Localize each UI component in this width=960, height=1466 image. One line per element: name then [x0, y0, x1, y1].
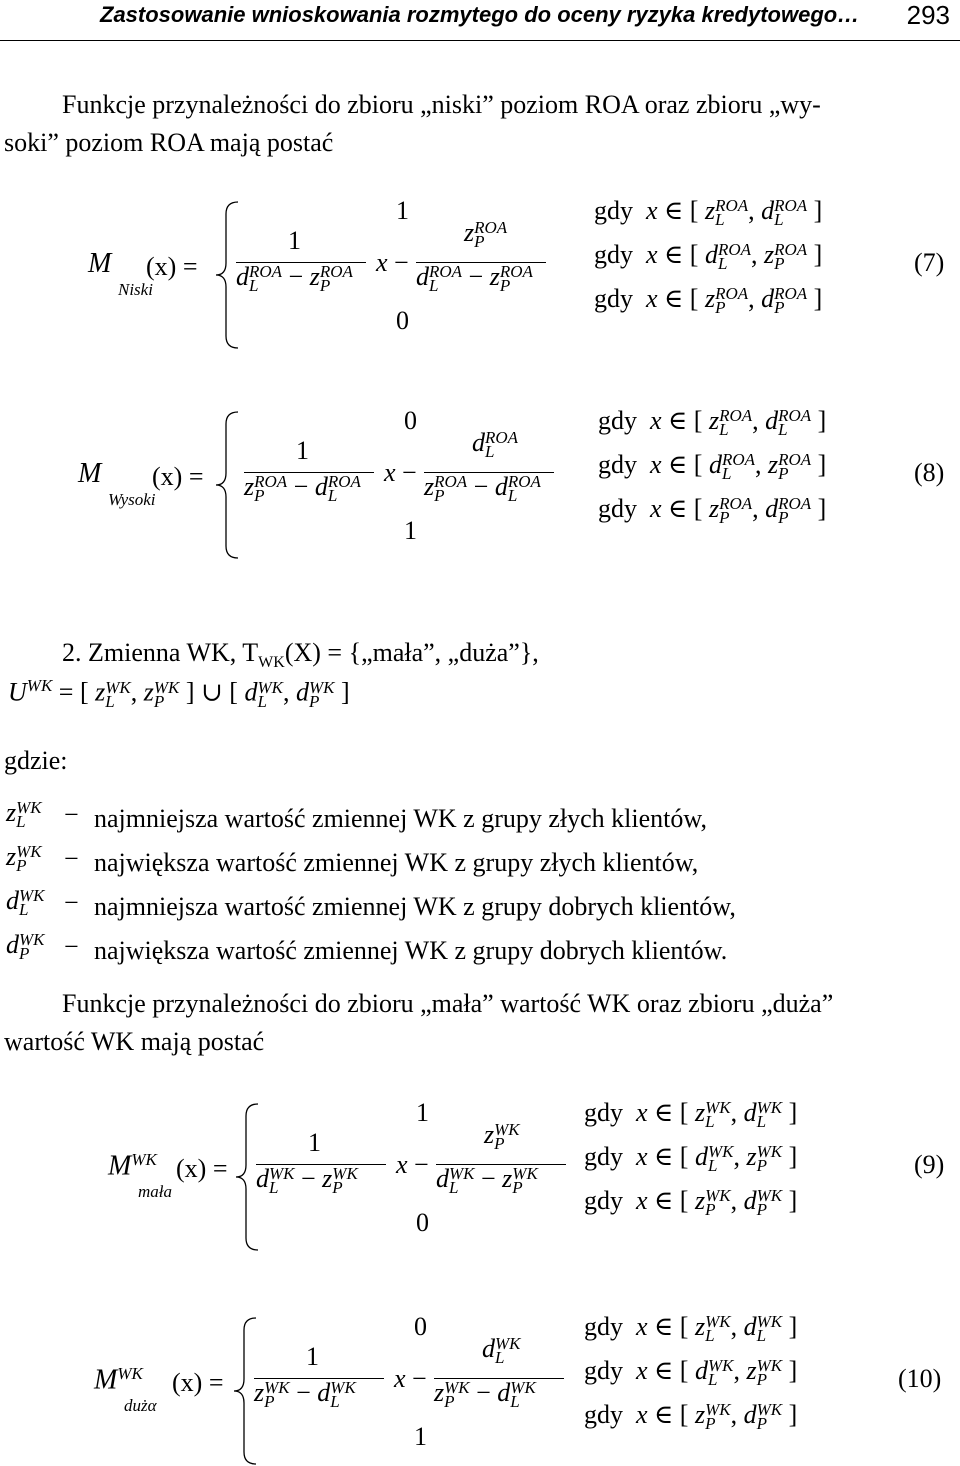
fraction2-numerator: z ROA P — [464, 218, 508, 252]
equation-number: (8) — [914, 458, 945, 487]
condition-row-2: gdy x ∈ [ d ROA L , z ROA P ] — [598, 450, 827, 484]
case1-value: 0 — [414, 1312, 427, 1341]
case3-value: 0 — [396, 306, 409, 335]
fraction2-numerator: d WK L — [482, 1334, 521, 1368]
equation-lhs-subscript: dużα — [124, 1396, 157, 1415]
case3-value: 1 — [404, 516, 417, 545]
equation-lhs-argument: (x) = — [172, 1368, 224, 1397]
case1-value: 0 — [404, 406, 417, 435]
equation-lhs-subscript: Niski — [118, 280, 153, 299]
condition-row-2: gdy x ∈ [ d ROA L , z ROA P ] — [594, 240, 823, 274]
fraction-x-minus: x − — [376, 248, 409, 277]
case1-value: 1 — [416, 1098, 429, 1127]
fraction1-denominator: d WK L − z WK P — [256, 1164, 358, 1198]
fraction2-denominator: d ROA L − z ROA P — [416, 262, 533, 296]
definition-text: największa wartość zmiennej WK z grupy złych klientów, — [94, 848, 699, 877]
condition-row-3: gdy x ∈ [ z ROA P , d ROA P ] — [594, 284, 823, 318]
section2-heading — [62, 634, 539, 682]
definition-item-3 — [94, 888, 736, 926]
fraction1-numerator: 1 — [288, 226, 301, 255]
equation-lhs-subscript: mała — [138, 1182, 172, 1201]
condition-row-3: gdy x ∈ [ z WK P , d WK P ] — [584, 1400, 798, 1434]
fraction-x-minus: x − — [394, 1364, 427, 1393]
definition-text: najmniejsza wartość zmiennej WK z grupy złych klientów, — [94, 804, 707, 833]
section2-heading-rest: (X) = {„mała”, „duża”}, — [284, 638, 539, 667]
intro-roa-line1: Funkcje przynależności do zbioru „niski” poziom ROA oraz zbioru „wy- — [62, 90, 821, 119]
condition-row-1: gdy x ∈ [ z WK L , d WK L ] — [584, 1098, 798, 1132]
intro-wk-line1: Funkcje przynależności do zbioru „mała” wartość WK oraz zbioru „duża” — [62, 989, 834, 1018]
fraction2-numerator: d ROA L — [472, 428, 519, 462]
condition-row-1: gdy x ∈ [ z WK L , d WK L ] — [584, 1312, 798, 1346]
fraction2-denominator: z ROA P − d ROA L — [424, 472, 541, 506]
equation-number: (10) — [898, 1364, 942, 1393]
definition-item-4 — [94, 932, 727, 970]
equation-brace — [212, 410, 242, 560]
case3-value: 0 — [416, 1208, 429, 1237]
fraction2-denominator: d WK L − z WK P — [436, 1164, 538, 1198]
equation-lhs-symbol: M — [78, 458, 102, 489]
fraction-x-minus: x − — [384, 458, 417, 487]
fraction1-numerator: 1 — [296, 436, 309, 465]
condition-row-2: gdy x ∈ [ d WK L , z WK P ] — [584, 1356, 798, 1390]
fraction-x-minus: x − — [396, 1150, 429, 1179]
equation-lhs-argument: (x) = — [146, 252, 198, 281]
fraction2-numerator: z WK P — [484, 1120, 520, 1154]
condition-row-2: gdy x ∈ [ d WK L , z WK P ] — [584, 1142, 798, 1176]
condition-row-1: gdy x ∈ [ z ROA L , d ROA L ] — [598, 406, 827, 440]
intro-roa-line2: soki” poziom ROA mają postać — [4, 128, 334, 157]
equation-lhs-argument: (x) = — [152, 462, 204, 491]
equation-lhs-symbol: M — [88, 248, 112, 279]
section2-heading-sub: WK — [258, 654, 285, 672]
page-number: 293 — [906, 0, 950, 30]
definition-text: najmniejsza wartość zmiennej WK z grupy dobrych klientów, — [94, 892, 736, 921]
equation-lhs-symbol: $M^{WK}$ — [94, 1364, 143, 1396]
fraction1-numerator: 1 — [308, 1128, 321, 1157]
definition-dash-1: − — [64, 800, 79, 829]
universe-formula: $U^{WK}$ = [ z WK L , z WK P ] ∪ [ d WK L , d WK P ] — [8, 676, 350, 711]
equation-lhs-argument: (x) = — [176, 1154, 228, 1183]
definition-dash-4: − — [64, 932, 79, 961]
definition-symbol-1: z WK L — [6, 798, 42, 832]
definition-dash-3: − — [64, 888, 79, 917]
definition-symbol-3: d WK L — [6, 886, 45, 920]
condition-row-1: gdy x ∈ [ z ROA L , d ROA L ] — [594, 196, 823, 230]
intro-wk-line2: wartość WK mają postać — [4, 1027, 265, 1056]
definition-symbol-2: z WK P — [6, 842, 42, 876]
definition-symbol-4: d WK P — [6, 930, 45, 964]
definition-dash-2: − — [64, 844, 79, 873]
fraction2-denominator: z WK P − d WK L — [434, 1378, 536, 1412]
fraction1-denominator: z WK P − d WK L — [254, 1378, 356, 1412]
condition-row-3: gdy x ∈ [ z ROA P , d ROA P ] — [598, 494, 827, 528]
equation-lhs-subscript: Wysoki — [108, 490, 156, 509]
equation-lhs-symbol: $M^{WK}$ — [108, 1150, 157, 1182]
case1-value: 1 — [396, 196, 409, 225]
header-rule — [0, 40, 960, 41]
definition-item-1 — [94, 800, 707, 838]
section2-heading-text: 2. Zmienna WK, T — [62, 638, 259, 667]
definition-text: największa wartość zmiennej WK z grupy dobrych klientów. — [94, 936, 728, 965]
case3-value: 1 — [414, 1422, 427, 1451]
running-header-title: Zastosowanie wnioskowania rozmytego do oceny ryzyka kredytowego… — [100, 2, 860, 27]
equation-number: (9) — [914, 1150, 945, 1179]
fraction1-denominator: z ROA P − d ROA L — [244, 472, 361, 506]
fraction1-numerator: 1 — [306, 1342, 319, 1371]
condition-row-3: gdy x ∈ [ z WK P , d WK P ] — [584, 1186, 798, 1220]
definition-item-2 — [94, 844, 698, 882]
fraction1-denominator: d ROA L − z ROA P — [236, 262, 353, 296]
gdzie-label: gdzie: — [4, 746, 68, 775]
equation-number: (7) — [914, 248, 945, 277]
